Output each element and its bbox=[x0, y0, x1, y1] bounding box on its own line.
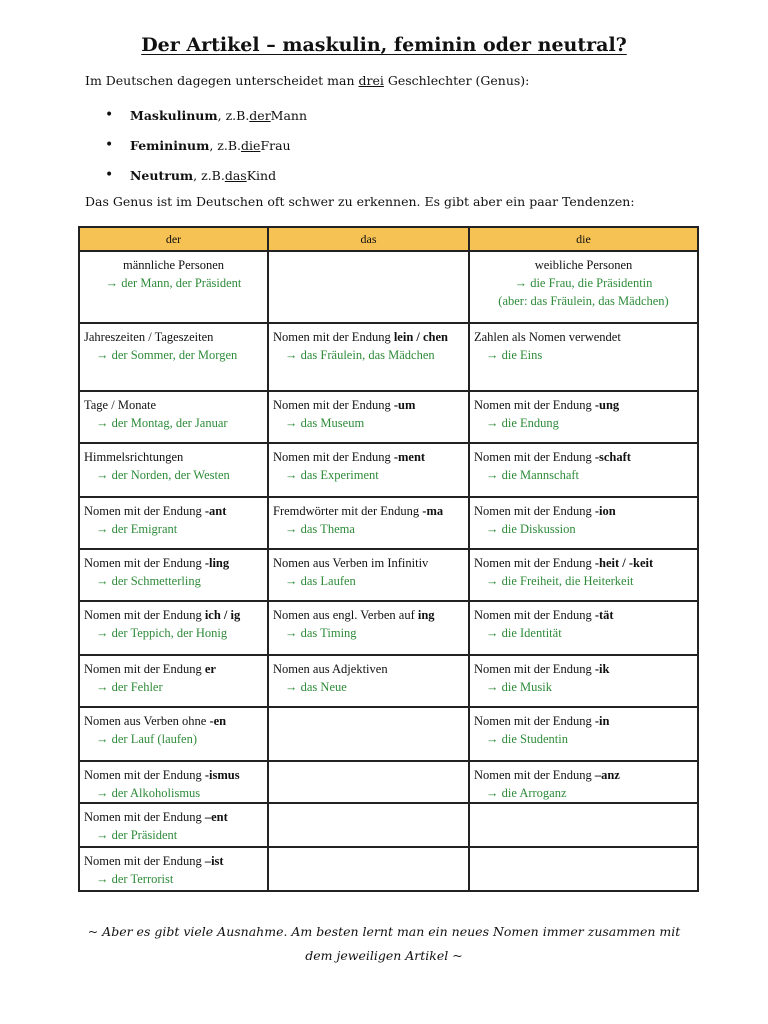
genus-item-maskulinum bbox=[105, 100, 307, 130]
rule-label: Jahreszeiten / Tageszeiten bbox=[84, 330, 214, 344]
rule-suffix: lein / chen bbox=[393, 330, 448, 344]
cell-das bbox=[268, 601, 469, 655]
rule-suffix: -tät bbox=[594, 608, 614, 622]
example-label: die Frau, die Präsidentin bbox=[530, 276, 653, 290]
genus-article: die bbox=[241, 137, 261, 153]
example-text bbox=[474, 414, 693, 432]
arrow-icon: → bbox=[96, 828, 109, 842]
example-text bbox=[474, 292, 693, 310]
example-label: die Mannschaft bbox=[501, 468, 580, 482]
example-label: das Timing bbox=[300, 626, 357, 640]
rule-label: Nomen mit der Endung bbox=[273, 330, 394, 344]
rule-text bbox=[84, 392, 263, 414]
cell-die bbox=[469, 497, 698, 549]
example-text bbox=[84, 274, 263, 292]
example-label: die Diskussion bbox=[501, 522, 576, 536]
table-row bbox=[79, 391, 698, 443]
rule-suffix: –anz bbox=[594, 768, 620, 782]
example-label: der Präsident bbox=[111, 828, 178, 842]
rule-text bbox=[84, 804, 263, 826]
rule-label: Nomen mit der Endung bbox=[474, 504, 595, 518]
example-text bbox=[474, 520, 693, 538]
example-label: der Emigrant bbox=[111, 522, 178, 536]
example-label: das Thema bbox=[300, 522, 355, 536]
genus-noun: Mann bbox=[270, 107, 308, 123]
rule-label: Nomen mit der Endung bbox=[474, 662, 595, 676]
arrow-icon: → bbox=[486, 416, 499, 430]
example-text bbox=[474, 572, 693, 590]
arrow-icon: → bbox=[96, 416, 109, 430]
article-table bbox=[78, 226, 699, 892]
rule-suffix: er bbox=[204, 662, 216, 676]
rule-suffix: –ist bbox=[204, 854, 224, 868]
rule-text bbox=[273, 550, 464, 572]
example-text bbox=[84, 572, 263, 590]
rule-text bbox=[474, 252, 693, 274]
rule-label: Nomen mit der Endung bbox=[474, 398, 595, 412]
arrow-icon: → bbox=[105, 276, 119, 290]
example-label: die Freiheit, die Heiterkeit bbox=[501, 574, 634, 588]
example-label: der Montag, der Januar bbox=[111, 416, 228, 430]
arrow-icon: → bbox=[486, 468, 499, 482]
table-row bbox=[79, 847, 698, 891]
rule-text bbox=[273, 324, 464, 346]
rule-suffix: -ant bbox=[204, 504, 227, 518]
arrow-icon: → bbox=[285, 416, 298, 430]
cell-der bbox=[79, 847, 268, 891]
cell-das bbox=[268, 443, 469, 497]
rule-text bbox=[474, 498, 693, 520]
arrow-icon: → bbox=[486, 348, 499, 362]
rule-text bbox=[84, 444, 263, 466]
genus-item-femininum bbox=[105, 130, 307, 160]
table-row bbox=[79, 443, 698, 497]
arrow-icon: → bbox=[486, 786, 499, 800]
rule-suffix: -ma bbox=[422, 504, 444, 518]
arrow-icon: → bbox=[96, 574, 109, 588]
cell-der bbox=[79, 707, 268, 761]
example-label: der Mann, der Präsident bbox=[121, 276, 242, 290]
cell-das bbox=[268, 761, 469, 803]
example-text bbox=[474, 624, 693, 642]
rule-text bbox=[84, 550, 263, 572]
arrow-icon: → bbox=[486, 732, 499, 746]
example-text bbox=[273, 678, 464, 696]
cell-die bbox=[469, 761, 698, 803]
cell-die bbox=[469, 251, 698, 323]
example-text bbox=[273, 520, 464, 538]
arrow-icon: → bbox=[514, 276, 528, 290]
example-text bbox=[474, 784, 693, 802]
rule-text bbox=[474, 392, 693, 414]
cell-der bbox=[79, 497, 268, 549]
genus-item-neutrum bbox=[105, 160, 307, 190]
rule-label: Nomen aus Verben im Infinitiv bbox=[273, 556, 429, 570]
example-label: das Experiment bbox=[300, 468, 379, 482]
rule-text bbox=[474, 762, 693, 784]
cell-die bbox=[469, 655, 698, 707]
table-row bbox=[79, 251, 698, 323]
rule-text bbox=[474, 324, 693, 346]
rule-suffix: -ion bbox=[594, 504, 616, 518]
cell-der bbox=[79, 391, 268, 443]
cell-der bbox=[79, 549, 268, 601]
example-label: der Terrorist bbox=[111, 872, 174, 886]
closing-line-1: ~ Aber es gibt viele Ausnahme. Am besten lernt man ein neues Nomen immer zusammen mit bbox=[87, 924, 681, 939]
header-die: die bbox=[469, 227, 698, 251]
example-label: das Laufen bbox=[300, 574, 356, 588]
bullet-icon: • bbox=[105, 167, 114, 183]
example-label: das Museum bbox=[300, 416, 365, 430]
rule-label: Nomen mit der Endung bbox=[84, 810, 205, 824]
arrow-icon: → bbox=[285, 468, 298, 482]
cell-das bbox=[268, 847, 469, 891]
example-text bbox=[273, 572, 464, 590]
cell-die bbox=[469, 549, 698, 601]
genus-noun: Kind bbox=[246, 167, 277, 183]
tendency-text: Das Genus ist im Deutschen oft schwer zu erkennen. Es gibt aber ein paar Tendenzen: bbox=[85, 194, 635, 209]
example-label: (aber: das Fräulein, das Mädchen) bbox=[498, 294, 669, 308]
rule-suffix: -ik bbox=[594, 662, 610, 676]
rule-label: weibliche Personen bbox=[534, 258, 633, 272]
example-label: die Endung bbox=[501, 416, 559, 430]
rule-text bbox=[474, 444, 693, 466]
example-text bbox=[84, 826, 263, 844]
intro-after: Geschlechter (Genus): bbox=[383, 73, 530, 88]
arrow-icon: → bbox=[285, 626, 298, 640]
example-text bbox=[84, 730, 263, 748]
rule-suffix: ing bbox=[417, 608, 435, 622]
bullet-icon: • bbox=[105, 137, 114, 153]
arrow-icon: → bbox=[96, 522, 109, 536]
rule-suffix: -heit / -keit bbox=[594, 556, 654, 570]
rule-text bbox=[84, 762, 263, 784]
example-text bbox=[474, 678, 693, 696]
cell-die bbox=[469, 391, 698, 443]
example-text bbox=[273, 346, 464, 364]
example-text bbox=[84, 624, 263, 642]
rule-text bbox=[273, 602, 464, 624]
rule-suffix: ich / ig bbox=[204, 608, 241, 622]
cell-der bbox=[79, 443, 268, 497]
rule-text bbox=[84, 602, 263, 624]
example-label: die Arroganz bbox=[501, 786, 567, 800]
cell-der bbox=[79, 601, 268, 655]
example-label: das Fräulein, das Mädchen bbox=[300, 348, 435, 362]
table-row bbox=[79, 761, 698, 803]
arrow-icon: → bbox=[285, 348, 298, 362]
table-body bbox=[79, 251, 698, 891]
arrow-icon: → bbox=[285, 574, 298, 588]
arrow-icon: → bbox=[96, 348, 109, 362]
rule-text bbox=[84, 708, 263, 730]
genus-article: das bbox=[224, 167, 247, 183]
rule-label: Nomen mit der Endung bbox=[84, 768, 205, 782]
example-text bbox=[474, 274, 693, 292]
genus-name: Maskulinum bbox=[130, 107, 218, 123]
arrow-icon: → bbox=[96, 626, 109, 640]
table-row bbox=[79, 323, 698, 391]
rule-text bbox=[273, 498, 464, 520]
cell-das bbox=[268, 655, 469, 707]
rule-text bbox=[84, 324, 263, 346]
rule-text bbox=[273, 656, 464, 678]
cell-die bbox=[469, 323, 698, 391]
example-text bbox=[84, 414, 263, 432]
table-row bbox=[79, 549, 698, 601]
rule-label: männliche Personen bbox=[122, 258, 224, 272]
arrow-icon: → bbox=[285, 522, 298, 536]
page-title: Der Artikel – maskulin, feminin oder neutral? bbox=[141, 34, 627, 56]
example-text bbox=[84, 466, 263, 484]
cell-die bbox=[469, 443, 698, 497]
rule-label: Nomen mit der Endung bbox=[474, 556, 595, 570]
rule-label: Nomen mit der Endung bbox=[84, 608, 205, 622]
genus-name: Neutrum bbox=[130, 167, 194, 183]
arrow-icon: → bbox=[486, 574, 499, 588]
rule-suffix: -ment bbox=[393, 450, 426, 464]
rule-label: Nomen aus Verben ohne bbox=[84, 714, 210, 728]
cell-der bbox=[79, 761, 268, 803]
genus-mid: , z.B. bbox=[209, 137, 242, 153]
rule-label: Himmelsrichtungen bbox=[84, 450, 184, 464]
cell-der bbox=[79, 251, 268, 323]
cell-das bbox=[268, 391, 469, 443]
rule-suffix: -um bbox=[393, 398, 416, 412]
closing-line-2: dem jeweiligen Artikel ~ bbox=[305, 948, 463, 963]
cell-das bbox=[268, 707, 469, 761]
cell-das bbox=[268, 803, 469, 847]
rule-suffix: -en bbox=[209, 714, 227, 728]
rule-label: Tage / Monate bbox=[84, 398, 157, 412]
table-row bbox=[79, 655, 698, 707]
example-label: die Identität bbox=[501, 626, 562, 640]
rule-text bbox=[474, 602, 693, 624]
example-label: der Sommer, der Morgen bbox=[111, 348, 238, 362]
cell-die bbox=[469, 847, 698, 891]
rule-label: Nomen mit der Endung bbox=[273, 398, 394, 412]
arrow-icon: → bbox=[486, 522, 499, 536]
arrow-icon: → bbox=[96, 732, 109, 746]
example-label: der Lauf (laufen) bbox=[111, 732, 197, 746]
example-label: das Neue bbox=[300, 680, 347, 694]
rule-suffix: -schaft bbox=[594, 450, 631, 464]
rule-text bbox=[84, 252, 263, 274]
rule-text bbox=[474, 656, 693, 678]
rule-label: Nomen mit der Endung bbox=[474, 714, 595, 728]
rule-label: Nomen aus Adjektiven bbox=[273, 662, 388, 676]
example-label: die Eins bbox=[501, 348, 543, 362]
example-text bbox=[84, 520, 263, 538]
genus-name: Femininum bbox=[130, 137, 210, 153]
rule-label: Nomen mit der Endung bbox=[474, 608, 595, 622]
rule-text bbox=[474, 708, 693, 730]
example-text bbox=[273, 466, 464, 484]
rule-text bbox=[84, 848, 263, 870]
rule-label: Nomen aus engl. Verben auf bbox=[273, 608, 418, 622]
example-label: der Norden, der Westen bbox=[111, 468, 230, 482]
cell-der bbox=[79, 323, 268, 391]
bullet-icon: • bbox=[105, 107, 114, 123]
cell-die bbox=[469, 803, 698, 847]
rule-label: Nomen mit der Endung bbox=[84, 504, 205, 518]
example-text bbox=[84, 784, 263, 802]
example-label: der Fehler bbox=[111, 680, 163, 694]
example-text bbox=[474, 730, 693, 748]
genus-mid: , z.B. bbox=[217, 107, 250, 123]
rule-suffix: –ent bbox=[204, 810, 228, 824]
arrow-icon: → bbox=[96, 680, 109, 694]
table-row bbox=[79, 803, 698, 847]
rule-suffix: -ling bbox=[204, 556, 230, 570]
example-text bbox=[273, 414, 464, 432]
example-label: die Musik bbox=[501, 680, 552, 694]
genus-list bbox=[105, 100, 307, 190]
arrow-icon: → bbox=[96, 468, 109, 482]
cell-der bbox=[79, 803, 268, 847]
rule-text bbox=[474, 550, 693, 572]
rule-suffix: -ung bbox=[594, 398, 620, 412]
rule-label: Nomen mit der Endung bbox=[84, 556, 205, 570]
cell-der bbox=[79, 655, 268, 707]
genus-mid: , z.B. bbox=[193, 167, 225, 183]
table-header-row bbox=[79, 227, 698, 251]
arrow-icon: → bbox=[486, 680, 499, 694]
example-text bbox=[273, 624, 464, 642]
example-text bbox=[474, 346, 693, 364]
header-das: das bbox=[268, 227, 469, 251]
rule-label: Nomen mit der Endung bbox=[474, 450, 595, 464]
example-label: die Studentin bbox=[501, 732, 568, 746]
intro-before: Im Deutschen dagegen unterscheidet man bbox=[85, 73, 359, 88]
closing-note bbox=[0, 920, 768, 968]
cell-das bbox=[268, 251, 469, 323]
rule-text bbox=[273, 444, 464, 466]
arrow-icon: → bbox=[285, 680, 298, 694]
cell-das bbox=[268, 549, 469, 601]
table-row bbox=[79, 707, 698, 761]
table-row bbox=[79, 601, 698, 655]
rule-text bbox=[273, 392, 464, 414]
rule-label: Nomen mit der Endung bbox=[474, 768, 595, 782]
rule-suffix: -ismus bbox=[204, 768, 240, 782]
arrow-icon: → bbox=[486, 626, 499, 640]
cell-die bbox=[469, 601, 698, 655]
example-label: der Schmetterling bbox=[111, 574, 201, 588]
cell-das bbox=[268, 497, 469, 549]
rule-label: Nomen mit der Endung bbox=[273, 450, 394, 464]
cell-die bbox=[469, 707, 698, 761]
example-text bbox=[84, 346, 263, 364]
rule-label: Fremdwörter mit der Endung bbox=[273, 504, 423, 518]
rule-text bbox=[84, 656, 263, 678]
rule-text bbox=[84, 498, 263, 520]
example-text bbox=[474, 466, 693, 484]
arrow-icon: → bbox=[96, 786, 109, 800]
rule-label: Nomen mit der Endung bbox=[84, 854, 205, 868]
header-der: der bbox=[79, 227, 268, 251]
genus-article: der bbox=[249, 107, 271, 123]
rule-suffix: -in bbox=[594, 714, 610, 728]
intro-text bbox=[85, 73, 529, 88]
example-text bbox=[84, 678, 263, 696]
rule-label: Nomen mit der Endung bbox=[84, 662, 205, 676]
rule-label: Zahlen als Nomen verwendet bbox=[474, 330, 621, 344]
intro-emphasis: drei bbox=[358, 73, 384, 88]
arrow-icon: → bbox=[96, 872, 109, 886]
table-row bbox=[79, 497, 698, 549]
cell-das bbox=[268, 323, 469, 391]
example-label: der Alkoholismus bbox=[111, 786, 201, 800]
example-text bbox=[84, 870, 263, 888]
genus-noun: Frau bbox=[260, 137, 291, 153]
example-label: der Teppich, der Honig bbox=[111, 626, 228, 640]
